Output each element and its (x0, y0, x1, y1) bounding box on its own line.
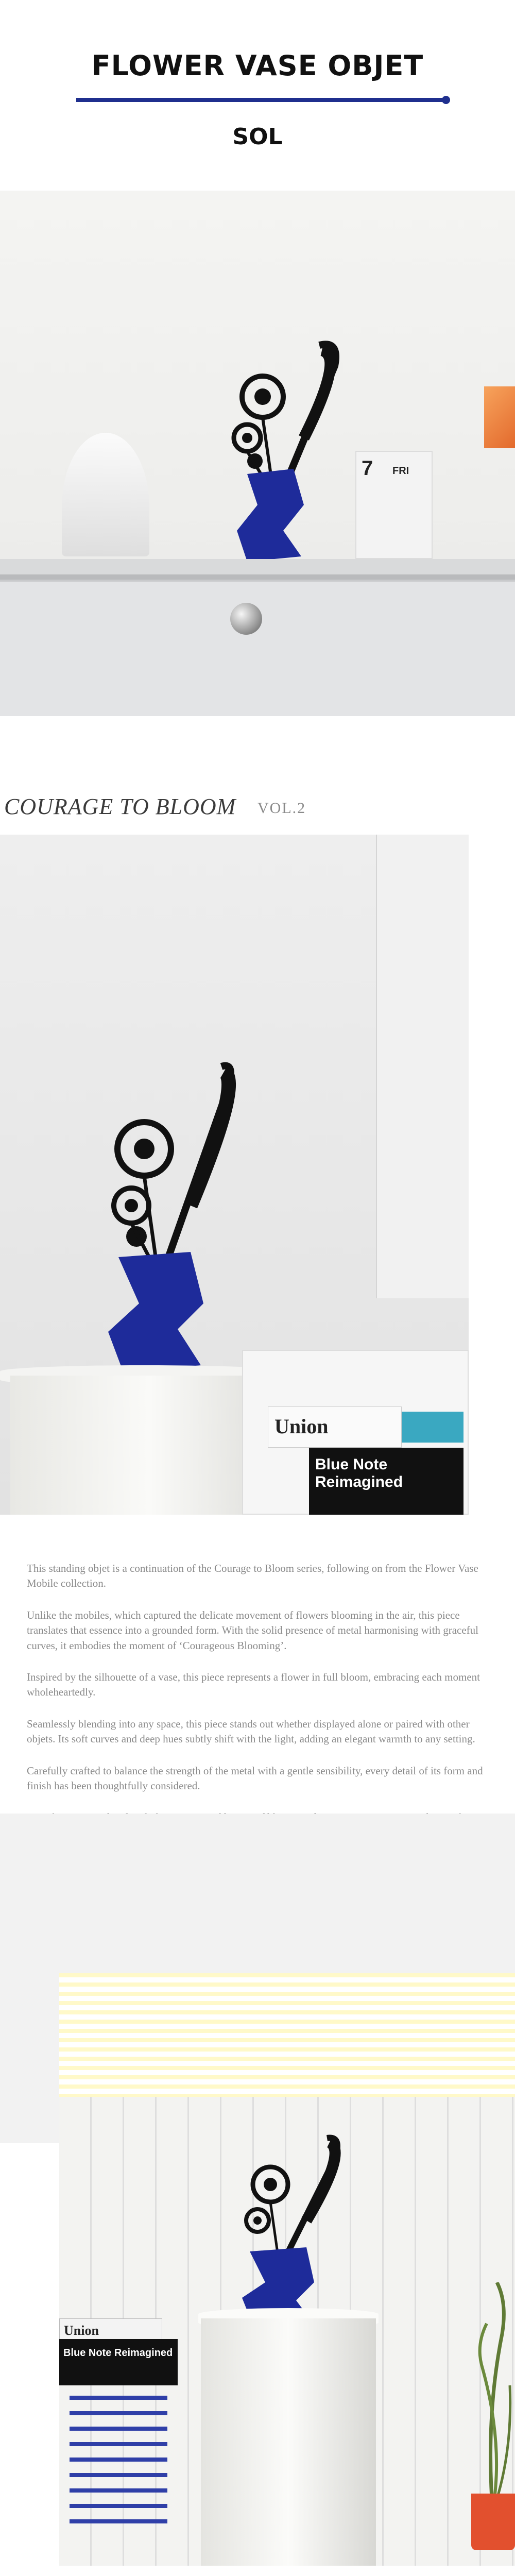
calendar-number: 7 (362, 457, 373, 480)
vase-objet-image (216, 335, 360, 562)
record-title: Blue Note Reimagined (315, 1456, 403, 1490)
product-photo-interior (59, 1973, 515, 2566)
record-sleeve (309, 1448, 464, 1515)
lamp-image (62, 433, 149, 556)
product-title: FLOWER VASE OBJET (91, 49, 424, 82)
teal-magazine (402, 1412, 464, 1443)
window-blinds (59, 1973, 515, 2097)
vase-objet-image (88, 1051, 242, 1381)
plant-pot (471, 2494, 515, 2550)
product-photo-stool (0, 835, 469, 1515)
wall-panel (376, 835, 469, 1298)
record-title: Blue Note Reimagined (63, 2347, 173, 2359)
magazine-title: Union (274, 1415, 329, 1438)
description-paragraph: Inspired by the silhouette of a vase, this piece represents a flower in full bloom, embracing each moment wholeheartedly. (27, 1670, 480, 1699)
magazine (268, 1406, 402, 1448)
plant-image (471, 2282, 515, 2499)
product-description (27, 1561, 490, 1857)
description-paragraph: This standing objet is a continuation of the Courage to Bloom series, following on from the Flower Vase Mobile collection. (27, 1562, 478, 1590)
orange-decor (484, 386, 515, 448)
chrome-knob (230, 603, 262, 635)
header (0, 0, 515, 191)
description-paragraph: Carefully crafted to balance the strength of the metal with a gentle sensibility, every detail of its form and finish has been thoughtfully considered. (27, 1764, 483, 1792)
shelf-top (0, 559, 515, 574)
description-paragraph: Seamlessly blending into any space, this piece stands out whether displayed alone or paired with other objets. Its soft curves and deep hues subtly shift with the light, adding an elegant warmth to any setting. (27, 1717, 475, 1745)
magazine-title: Union (64, 2323, 99, 2338)
description-paragraph: Unlike the mobiles, which captured the delicate movement of flowers blooming in the air, this piece translates that essence into a grounded form. With the solid presence of metal harmonising with graceful curves, it embodies the moment of ‘Courageous Blooming’. (27, 1608, 479, 1652)
title-divider-dot (442, 96, 450, 104)
cabinet-line (0, 580, 515, 582)
section-volume: VOL.2 (258, 800, 306, 817)
blue-spring-stool (70, 2396, 167, 2524)
calendar-day: FRI (392, 465, 409, 477)
vase-objet-image (224, 2128, 348, 2324)
desk-calendar (355, 451, 433, 559)
section-heading: COURAGE TO BLOOM (4, 794, 236, 819)
cabinet (0, 580, 515, 716)
title-divider (76, 98, 443, 102)
record-sleeve (59, 2339, 178, 2385)
shelf-edge (0, 574, 515, 580)
product-subtitle: SOL (232, 124, 283, 150)
product-photo-shelf (0, 191, 515, 716)
stool (201, 2318, 376, 2566)
